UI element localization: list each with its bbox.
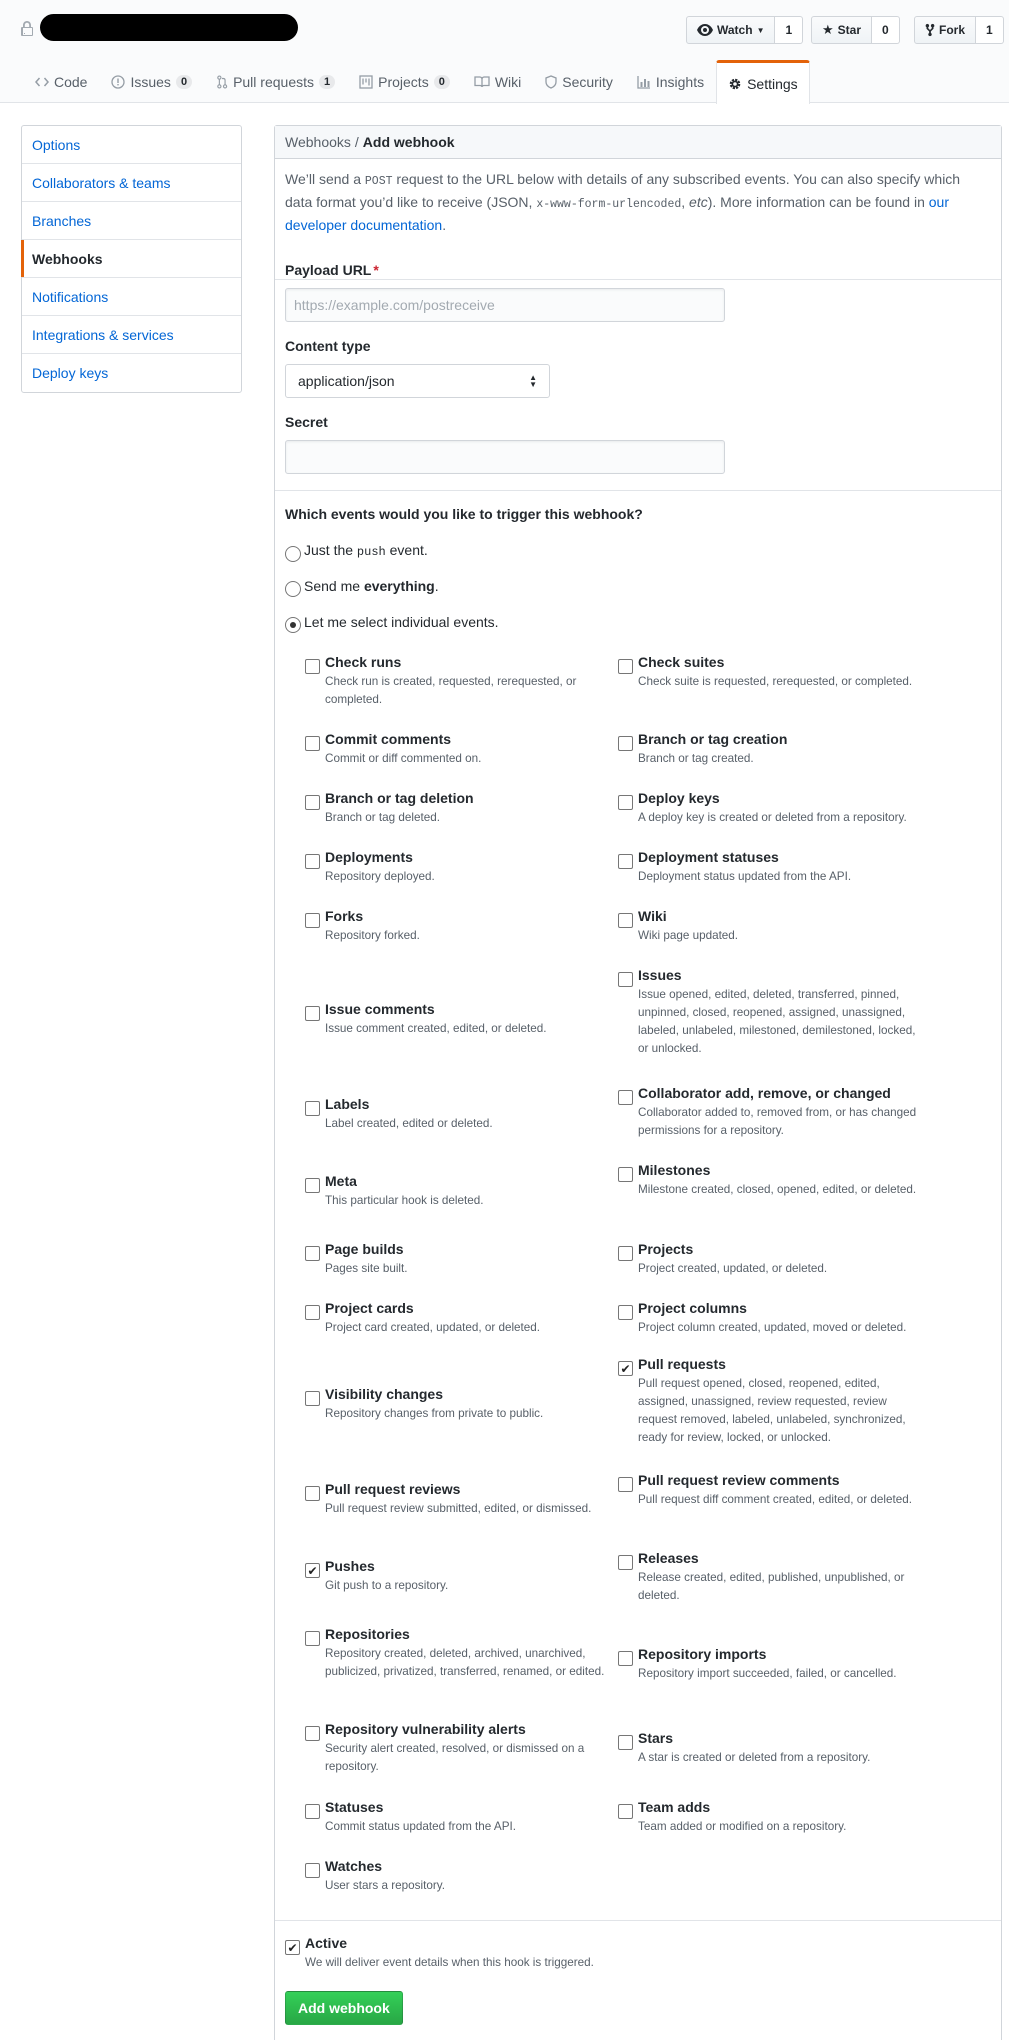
tab-insights[interactable]	[625, 60, 716, 103]
repo-header	[0, 0, 1009, 103]
payload-url-input[interactable]	[285, 288, 725, 322]
gear-icon	[728, 77, 742, 91]
event-checkbox[interactable]	[305, 1006, 320, 1021]
tab-security[interactable]	[533, 60, 625, 103]
event-checkbox[interactable]	[305, 1631, 320, 1646]
event-description: Commit or diff commented on.	[325, 752, 482, 765]
menu-item-integrations[interactable]: Integrations & services	[22, 316, 241, 354]
secret-label: Secret	[285, 414, 328, 430]
shield-icon	[545, 75, 557, 89]
event-checkbox[interactable]	[618, 1735, 633, 1750]
tab-issues[interactable]	[99, 60, 204, 103]
radio-everything[interactable]	[285, 578, 439, 594]
intro-part: .	[442, 217, 447, 233]
event-checkbox[interactable]	[305, 1178, 320, 1193]
book-icon	[474, 76, 490, 88]
tab-label: Projects	[378, 74, 429, 90]
event-title: Pushes	[325, 1558, 375, 1574]
intro-code-post: POST	[364, 175, 393, 188]
active-title: Active	[305, 1935, 348, 1951]
event-checkbox[interactable]	[305, 1863, 320, 1878]
event-checkbox[interactable]: ✔	[618, 1361, 633, 1376]
event-title: Deployment statuses	[638, 849, 779, 865]
radio-button[interactable]	[285, 581, 301, 597]
event-description: Label created, edited or deleted.	[325, 1117, 493, 1130]
event-title: Wiki	[638, 908, 667, 924]
event-description: A star is created or deleted from a repository.	[638, 1751, 871, 1764]
star-icon: ★	[822, 22, 834, 37]
event-checkbox[interactable]	[618, 795, 633, 810]
event-checkbox[interactable]	[618, 1477, 633, 1492]
event-description: Issue opened, edited, deleted, transferred, pinned, unpinned, closed, reopened, assigned, unassigned, labeled, unlabeled, milestoned, demilestoned, locked, or unlocked.	[638, 988, 916, 1055]
settings-menu	[21, 125, 242, 393]
event-description: This particular hook is deleted.	[325, 1194, 484, 1207]
event-description: Git push to a repository.	[325, 1579, 449, 1592]
radio-label-bold: everything	[363, 578, 435, 594]
required-marker: *	[373, 262, 379, 278]
event-description: Repository import succeeded, failed, or cancelled.	[638, 1667, 897, 1680]
divider	[275, 1920, 1001, 1921]
projects-counter: 0	[434, 75, 450, 89]
event-title: Commit comments	[325, 731, 452, 747]
event-checkbox[interactable]	[618, 659, 633, 674]
watch-label: Watch	[717, 23, 753, 37]
event-description: Collaborator added to, removed from, or has changed permissions for a repository.	[638, 1106, 917, 1137]
menu-item-notifications[interactable]: Notifications	[22, 278, 241, 316]
lock-icon	[20, 21, 34, 37]
eye-icon	[697, 24, 713, 36]
radio-label	[304, 542, 428, 559]
event-title: Repository imports	[638, 1646, 767, 1662]
event-checkbox[interactable]	[305, 736, 320, 751]
event-checkbox[interactable]	[618, 1090, 633, 1105]
event-title: Check runs	[325, 654, 402, 670]
radio-label-code: push	[356, 545, 386, 559]
graph-icon	[637, 75, 651, 89]
event-description: Branch or tag created.	[638, 752, 754, 765]
event-description: Security alert created, resolved, or dismissed on a repository.	[325, 1742, 585, 1773]
event-title: Forks	[325, 908, 364, 924]
event-title: Stars	[638, 1730, 674, 1746]
menu-item-options[interactable]: Options	[22, 126, 241, 164]
star-group	[811, 16, 900, 44]
payload-url-label-text: Payload URL	[285, 262, 372, 278]
event-checkbox[interactable]	[305, 913, 320, 928]
event-title: Pull request reviews	[325, 1481, 461, 1497]
issues-counter: 0	[176, 75, 192, 89]
fork-button[interactable]	[914, 16, 976, 44]
event-checkbox[interactable]	[305, 1391, 320, 1406]
event-checkbox[interactable]	[305, 1804, 320, 1819]
event-description: Milestone created, closed, opened, edited, or deleted.	[638, 1183, 917, 1196]
event-title: Page builds	[325, 1241, 404, 1257]
event-description: Pull request review submitted, edited, or dismissed.	[325, 1502, 592, 1515]
payload-url-label	[285, 262, 379, 278]
tab-label: Wiki	[494, 74, 522, 90]
radio-button[interactable]	[285, 617, 301, 633]
star-button[interactable]	[811, 16, 872, 44]
menu-item-deploy-keys[interactable]: Deploy keys	[32, 365, 109, 381]
content-type-label: Content type	[285, 338, 371, 354]
event-checkbox[interactable]	[305, 1726, 320, 1741]
intro-part: ,	[681, 194, 690, 210]
event-description: Issue comment created, edited, or deleted.	[325, 1022, 547, 1035]
intro-part: request to the URL below with details of any subscribed events. You can also specify which data format you’d like to receive (JSON,	[285, 171, 961, 210]
events-question: Which events would you like to trigger this webhook?	[285, 506, 643, 522]
event-description: Project created, updated, or deleted.	[638, 1262, 828, 1275]
radio-label: Let me select individual events.	[304, 614, 499, 630]
tab-label: Security	[562, 74, 613, 90]
tab-label: Issues	[130, 74, 171, 90]
event-title: Watches	[325, 1858, 383, 1874]
active-checkbox[interactable]: ✔	[285, 1940, 300, 1955]
event-title: Team adds	[638, 1799, 711, 1815]
content-type-value: application/json	[298, 373, 395, 389]
event-description: Branch or tag deleted.	[325, 811, 441, 824]
select-arrows-icon: ▲ ▼	[529, 373, 537, 389]
secret-input[interactable]	[285, 440, 725, 474]
event-title: Project columns	[638, 1300, 747, 1316]
intro-part: We’ll send a	[285, 171, 365, 187]
tab-settings[interactable]	[716, 60, 810, 104]
menu-item-branches[interactable]: Branches	[22, 202, 241, 240]
event-description: Commit status updated from the API.	[325, 1820, 516, 1833]
event-title: Branch or tag deletion	[325, 790, 474, 806]
event-description: Repository changes from private to public.	[325, 1407, 544, 1420]
fork-count[interactable]: 1	[976, 16, 1004, 44]
event-title: Deployments	[325, 849, 413, 865]
event-description: A deploy key is created or deleted from a repository.	[638, 811, 907, 824]
radio-label	[304, 578, 439, 594]
menu-item-collaborators[interactable]: Collaborators & teams	[22, 164, 241, 202]
event-description: Project card created, updated, or deleted.	[325, 1321, 541, 1334]
breadcrumb	[275, 126, 1001, 159]
menu-item-webhooks[interactable]: Webhooks	[22, 240, 241, 278]
event-checkbox[interactable]	[618, 854, 633, 869]
event-description: Repository forked.	[325, 929, 420, 942]
event-checkbox[interactable]	[618, 1246, 633, 1261]
fork-label: Fork	[939, 23, 966, 37]
event-checkbox[interactable]	[618, 1651, 633, 1666]
event-title: Branch or tag creation	[638, 731, 788, 747]
radio-label-part: Send me	[304, 578, 364, 594]
tab-label: Pull requests	[233, 74, 314, 90]
event-title: Project cards	[325, 1300, 414, 1316]
fork-icon	[925, 23, 935, 37]
event-checkbox[interactable]	[618, 913, 633, 928]
tab-pull-requests[interactable]	[204, 60, 347, 103]
radio-label-part: Just the	[304, 542, 357, 558]
event-checkbox[interactable]	[305, 659, 320, 674]
event-description: Repository created, deleted, archived, unarchived, publicized, privatized, transferred, renamed, or edited.	[325, 1647, 605, 1678]
event-title: Labels	[325, 1096, 370, 1112]
event-checkbox[interactable]	[618, 1167, 633, 1182]
intro-etc: etc	[689, 194, 708, 210]
tab-label: Settings	[747, 75, 798, 92]
event-checkbox[interactable]: ✔	[305, 1563, 320, 1578]
event-description: Deployment status updated from the API.	[638, 870, 852, 883]
event-title: Pull requests	[638, 1356, 726, 1372]
event-checkbox[interactable]	[305, 1246, 320, 1261]
event-title: Statuses	[325, 1799, 384, 1815]
event-title: Visibility changes	[325, 1386, 444, 1402]
radio-button[interactable]	[285, 546, 301, 562]
event-title: Pull request review comments	[638, 1472, 840, 1488]
event-title: Releases	[638, 1550, 699, 1566]
tab-projects[interactable]	[347, 60, 462, 103]
event-title: Check suites	[638, 654, 725, 670]
event-description: Pull request opened, closed, reopened, edited, assigned, unassigned, review requested, review request removed, labeled, unlabeled, synchronized, ready for review, locked, or unlocked.	[638, 1377, 906, 1444]
radio-just-push[interactable]	[285, 542, 428, 559]
event-description: Repository deployed.	[325, 870, 435, 883]
event-title: Issue comments	[325, 1001, 435, 1017]
watch-count[interactable]: 1	[775, 16, 803, 44]
repo-nav	[0, 60, 810, 103]
event-title: Projects	[638, 1241, 694, 1257]
event-description: User stars a repository.	[325, 1879, 445, 1892]
event-checkbox[interactable]	[305, 1486, 320, 1501]
event-checkbox[interactable]	[305, 795, 320, 810]
redacted-repo-name	[40, 14, 298, 41]
active-description: We will deliver event details when this hook is triggered.	[305, 1956, 594, 1969]
pull-request-icon	[216, 75, 228, 89]
intro-code-urlencoded: x-www-form-urlencoded	[536, 198, 682, 211]
watch-button[interactable]	[686, 16, 775, 44]
event-description: Project column created, updated, moved or deleted.	[638, 1321, 907, 1334]
payload-url-placeholder: https://example.com/postreceive	[294, 297, 495, 313]
star-label: Star	[837, 23, 861, 37]
event-description: Wiki page updated.	[638, 929, 739, 942]
event-checkbox[interactable]	[618, 1555, 633, 1570]
tab-label: Insights	[655, 74, 705, 90]
event-checkbox[interactable]	[305, 854, 320, 869]
tab-code[interactable]	[23, 60, 99, 103]
breadcrumb-webhooks-link[interactable]: Webhooks	[285, 134, 351, 150]
event-title: Meta	[325, 1173, 357, 1189]
pull-requests-counter: 1	[319, 75, 335, 89]
project-icon	[359, 75, 373, 89]
event-description: Check suite is requested, rerequested, or completed.	[638, 675, 913, 688]
event-checkbox[interactable]	[618, 1804, 633, 1819]
fork-group	[914, 16, 1004, 44]
intro-part: ). More information can be found in	[707, 194, 929, 210]
code-icon	[35, 76, 49, 88]
radio-label-part: event.	[385, 542, 428, 558]
event-title: Deploy keys	[638, 790, 720, 806]
event-checkbox[interactable]	[305, 1305, 320, 1320]
divider	[275, 490, 1001, 491]
event-title: Repositories	[325, 1626, 410, 1642]
tab-wiki[interactable]	[462, 60, 533, 103]
watch-group	[686, 16, 803, 44]
breadcrumb-separator: /	[354, 134, 359, 150]
intro-text	[275, 159, 1001, 280]
radio-individual-events[interactable]	[285, 614, 499, 630]
page-title: Add webhook	[362, 134, 455, 150]
event-description: Check run is created, requested, rerequested, or completed.	[325, 675, 577, 706]
event-checkbox[interactable]	[618, 1305, 633, 1320]
radio-label-part: .	[434, 578, 439, 594]
caret-down-icon: ▼	[756, 25, 765, 35]
issue-icon	[111, 75, 125, 89]
star-count[interactable]: 0	[872, 16, 900, 44]
event-checkbox[interactable]	[618, 736, 633, 751]
event-title: Milestones	[638, 1162, 711, 1178]
event-description: Release created, edited, published, unpublished, or deleted.	[638, 1571, 905, 1602]
event-title: Repository vulnerability alerts	[325, 1721, 526, 1737]
tab-label: Code	[54, 74, 88, 90]
event-checkbox[interactable]	[305, 1101, 320, 1116]
event-description: Pull request diff comment created, edited, or deleted.	[638, 1493, 912, 1506]
event-description: Pages site built.	[325, 1262, 408, 1275]
content-type-select[interactable]	[285, 364, 550, 398]
developer-documentation-link[interactable]: our developer documentation	[285, 194, 949, 233]
event-checkbox[interactable]	[618, 972, 633, 987]
event-title: Issues	[638, 967, 682, 983]
event-title: Collaborator add, remove, or changed	[638, 1085, 891, 1101]
add-webhook-button[interactable]: Add webhook	[285, 1991, 403, 2025]
event-description: Team added or modified on a repository.	[638, 1820, 847, 1833]
webhook-form	[274, 125, 1002, 2040]
